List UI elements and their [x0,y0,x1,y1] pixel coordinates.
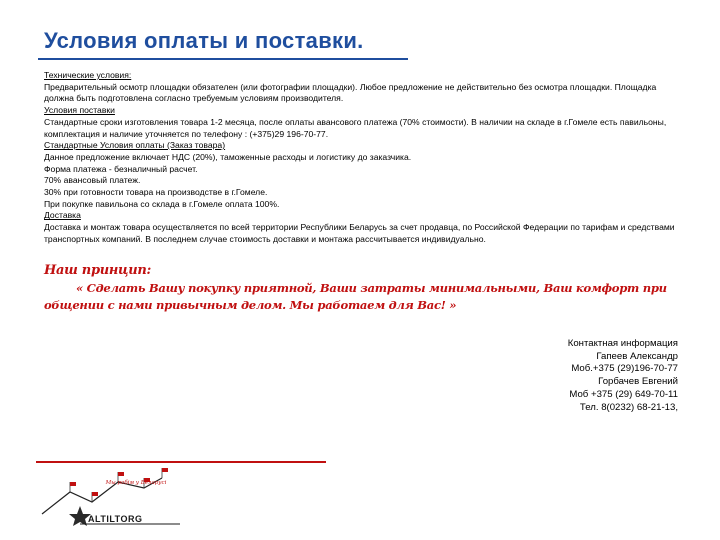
delivery-terms-text: Стандартные сроки изготовления товара 1-2 месяца, после оплаты авансового платежа (70% стоимости). В наличии на складе в г.Гомеле есть павильоны, комплектация и наличие уточняется по телефону : (+375)29 196-70-77. [44,116,667,139]
contact-line: Горбачев Евгений [598,376,678,388]
contact-line: Моб +375 (29) 649-70-11 [569,388,678,400]
flag-icon [70,482,76,492]
title-underline [38,58,408,60]
logo-brand: ALTILTORG [88,514,143,524]
tech-conditions-text: Предварительный осмотр площадки обязателен (или фотографии площадки). Любое предложение не действительно без осмотра площадки. Площадка должна быть подготовлена согласно требуемым условиям производителя. [44,81,657,104]
delivery-terms-heading: Условия поставки [44,105,115,116]
contact-info [568,338,678,414]
shipping-heading: Доставка [44,210,81,221]
payment-line: Данное предложение включает НДС (20%), таможенные расходы и логистику до заказчика. [44,151,412,162]
payment-line: Форма платежа - безналичный расчет. [44,163,198,174]
payment-line: 70% авансовый платеж. [44,175,141,186]
company-logo [40,464,190,526]
flag-icon [92,492,98,502]
contact-line: Тел. 8(0232) 68-21-13, [579,401,678,413]
flag-icon [162,468,168,478]
payment-line: 30% при готовности товара на производстве в г.Гомеле. [44,187,268,198]
motto-block [44,263,684,314]
motto-heading: Наш принцип: [44,263,152,278]
footer-rule [36,461,326,463]
shipping-text: Доставка и монтаж товара осуществляется по всей территории Республики Беларусь за счет продавца, по Российской Федерации по тарифам и средствами транспортных компаний. В последнем случае стоимость доставки и монтажа рассчитывается индивидуально. [44,222,675,244]
page-title: Условия оплаты и поставки. [44,28,364,53]
terms-section [44,70,686,246]
contact-line: Моб.+375 (29)196-70-77 [571,363,678,375]
motto-text: « Сделать Вашу покупку приятной, Ваши затраты минимальными, Ваш комфорт при общении с нами привычным делом. Мы работаем для Вас! » [44,281,667,312]
logo-slogan: Мы робім у Беларусі [105,480,167,486]
payment-heading: Стандартные Условия оплаты (Заказ товара) [44,140,226,151]
contact-line: Гапеев Александр [596,350,678,362]
contact-line: Контактная информация [567,338,678,349]
tech-conditions-heading: Технические условия: [44,70,132,80]
payment-line: При покупке павильона со склада в г.Гомеле оплата 100%. [44,198,280,209]
